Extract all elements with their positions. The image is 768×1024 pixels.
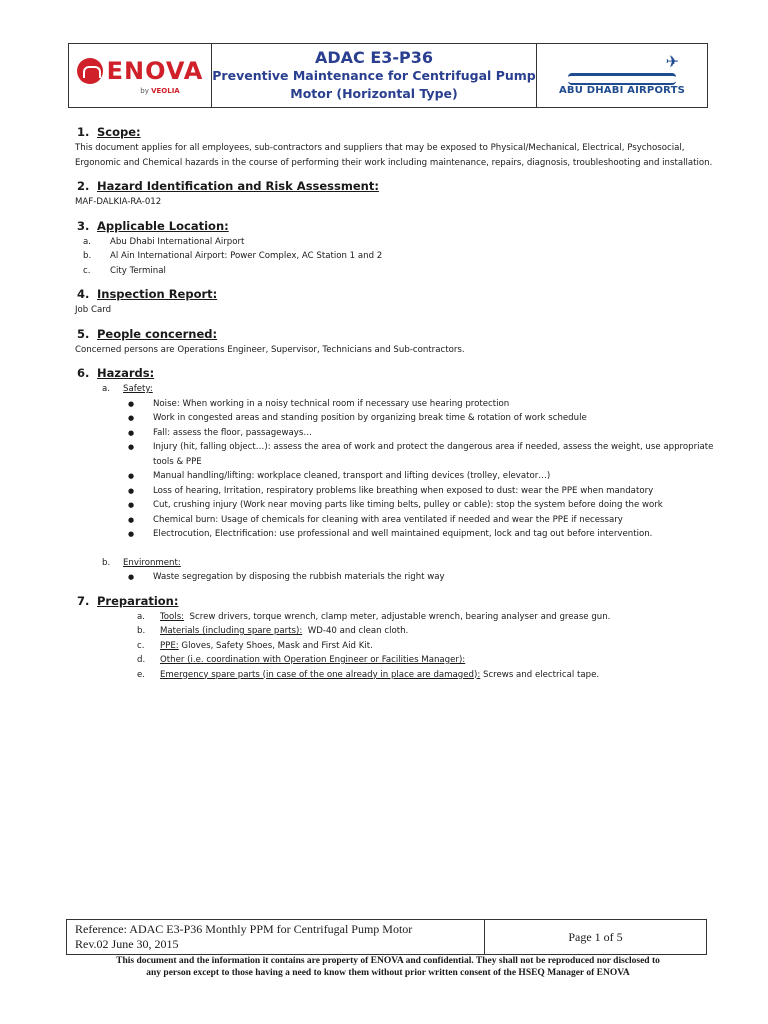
environment-bullet-list [83,570,715,585]
bullet-icon: ● [128,399,135,408]
list-item: d. Other (i.e. coordination with Operation Engineer or Facilities Manager): [137,655,466,665]
document-title-line1: Preventive Maintenance for Centrifugal Pump [212,68,536,83]
document-code: ADAC E3-P36 [314,48,434,67]
list-item: ● Loss of hearing, Irritation, respiratory problems like breathing when exposed to dust: wear the PPE when mandatory [128,484,715,499]
veolia-tagline: by VEOLIA [140,86,180,95]
list-item: c. City Terminal [83,265,166,276]
risk-assessment-code: MAF-DALKIA-RA-012 [75,197,162,207]
list-item: b. Al Ain International Airport: Power Complex, AC Station 1 and 2 [83,251,383,261]
footer-page-cell [485,920,706,954]
list-item: ● Noise: When working in a noisy technical room if necessary use hearing protection [128,397,715,412]
section-heading: 1. Scope: [77,125,141,139]
bullet-icon: ● [128,486,135,495]
section-inspection-report [75,286,715,318]
bullet-icon: ● [128,530,135,538]
list-item: ● Manual handling/lifting: workplace cleaned, transport and lifting devices (trolley, elevator…) [128,469,715,484]
safety-bullet-list [83,397,715,542]
section-preparation [75,593,715,683]
people-concerned-text: Concerned persons are Operations Engineer, Supervisor, Technicians and Sub-contractors. [75,344,465,355]
section-heading: 7. Preparation: [77,593,179,608]
list-item: ● Work in congested areas and standing position by organizing break time & rotation of work schedule [128,411,715,426]
footer-reference: Reference: ADAC E3-P36 Monthly PPM for Centrifugal Pump Motor [75,922,413,936]
abu-dhabi-airports-logo [558,52,686,96]
subsection-heading: a. Safety: [102,384,153,394]
list-item: ● Electrocution, Electrification: use professional and well maintained equipment, lock and tag out before intervention. [128,527,715,542]
preparation-list [75,610,715,683]
hazards-environment [75,556,715,585]
enova-wordmark: ENOVA [106,56,204,85]
section-scope [75,124,715,170]
list-item: ● Cut, crushing injury (Work near moving parts like timing belts, pulley or cable): stop the system before doing the work [128,498,715,513]
list-item: b. Materials (including spare parts): WD-40 and clean cloth. [137,626,409,636]
section-heading: 2. Hazard Identification and Risk Assessment: [77,179,379,193]
bullet-icon: ● [128,515,135,524]
enova-logo [77,57,204,85]
bullet-icon: ● [128,414,135,422]
bullet-icon: ● [128,428,135,437]
document-body [75,124,715,690]
bullet-icon: ● [128,472,135,480]
list-item: ● Chemical burn: Usage of chemicals for cleaning with area ventilated if needed and wear the PPE if necessary [128,513,715,528]
list-item: a. Tools: Screw drivers, torque wrench, clamp meter, adjustable wrench, bearing analyser and grease gun. [137,611,611,622]
section-applicable-location [75,218,715,279]
confidentiality-notice: This document and the information it contains are property of ENOVA and confidential. They shall not be reproduced nor disclosed to any person except to those having a need to know them without prior written consent of the HSEQ Manager of ENOVA [116,956,660,978]
document-footer [66,919,707,955]
section-heading: 3. Applicable Location: [77,218,229,233]
list-item: a. Abu Dhabi International Airport [83,236,245,247]
section-hazards [75,365,715,585]
footer-revision: Rev.02 June 30, 2015 [75,937,179,951]
location-list [75,235,715,279]
subsection-heading: b. Environment: [102,557,181,568]
section-heading: 4. Inspection Report: [77,287,218,301]
section-heading: 6. Hazards: [77,366,155,380]
bullet-icon: ● [128,573,135,581]
list-item: ● Injury (hit, falling object…): assess the area of work and protect the dangerous area if needed, assess the weight, use appropriate tools & PPE [128,440,715,469]
scope-text: This document applies for all employees, sub-contractors and suppliers that may be exposed to Physical/Mechanical, Electrical, Psychosocial, Ergonomic and Chemical hazards in the course of performing their work including maintenance, repairs, diagnosis, troubleshooting and installation. [75,143,713,168]
adac-wordmark: ABU DHABI AIRPORTS [558,85,686,96]
airplane-icon: ✈ [665,52,680,71]
section-hazard-identification [75,178,715,210]
veolia-wordmark: VEOLIA [151,86,180,95]
document-title-cell [212,44,537,107]
inspection-report-text: Job Card [75,305,112,315]
list-item: ● Fall: assess the floor, passageways… [128,426,715,441]
document-header [68,43,708,108]
enova-mark-icon [77,58,103,84]
adac-logo-cell [537,44,707,107]
enova-logo-cell [69,44,212,107]
section-heading: 5. People concerned: [77,326,218,341]
section-people-concerned [75,326,715,358]
page-number: Page 1 of 5 [568,929,623,944]
list-item: e. Emergency spare parts (in case of the one already in place are damaged): Screws and electrical tape. [137,669,600,680]
list-item: c. PPE: Gloves, Safety Shoes, Mask and First Aid Kit. [137,640,373,651]
document-title-line2: Motor (Horizontal Type) [290,86,458,101]
bullet-icon: ● [128,501,135,509]
list-item: ● Waste segregation by disposing the rubbish materials the right way [128,570,715,585]
hazards-safety [75,382,715,542]
bullet-icon: ● [128,443,135,451]
arabic-wordmark [562,69,682,85]
footer-reference-cell [67,920,485,954]
